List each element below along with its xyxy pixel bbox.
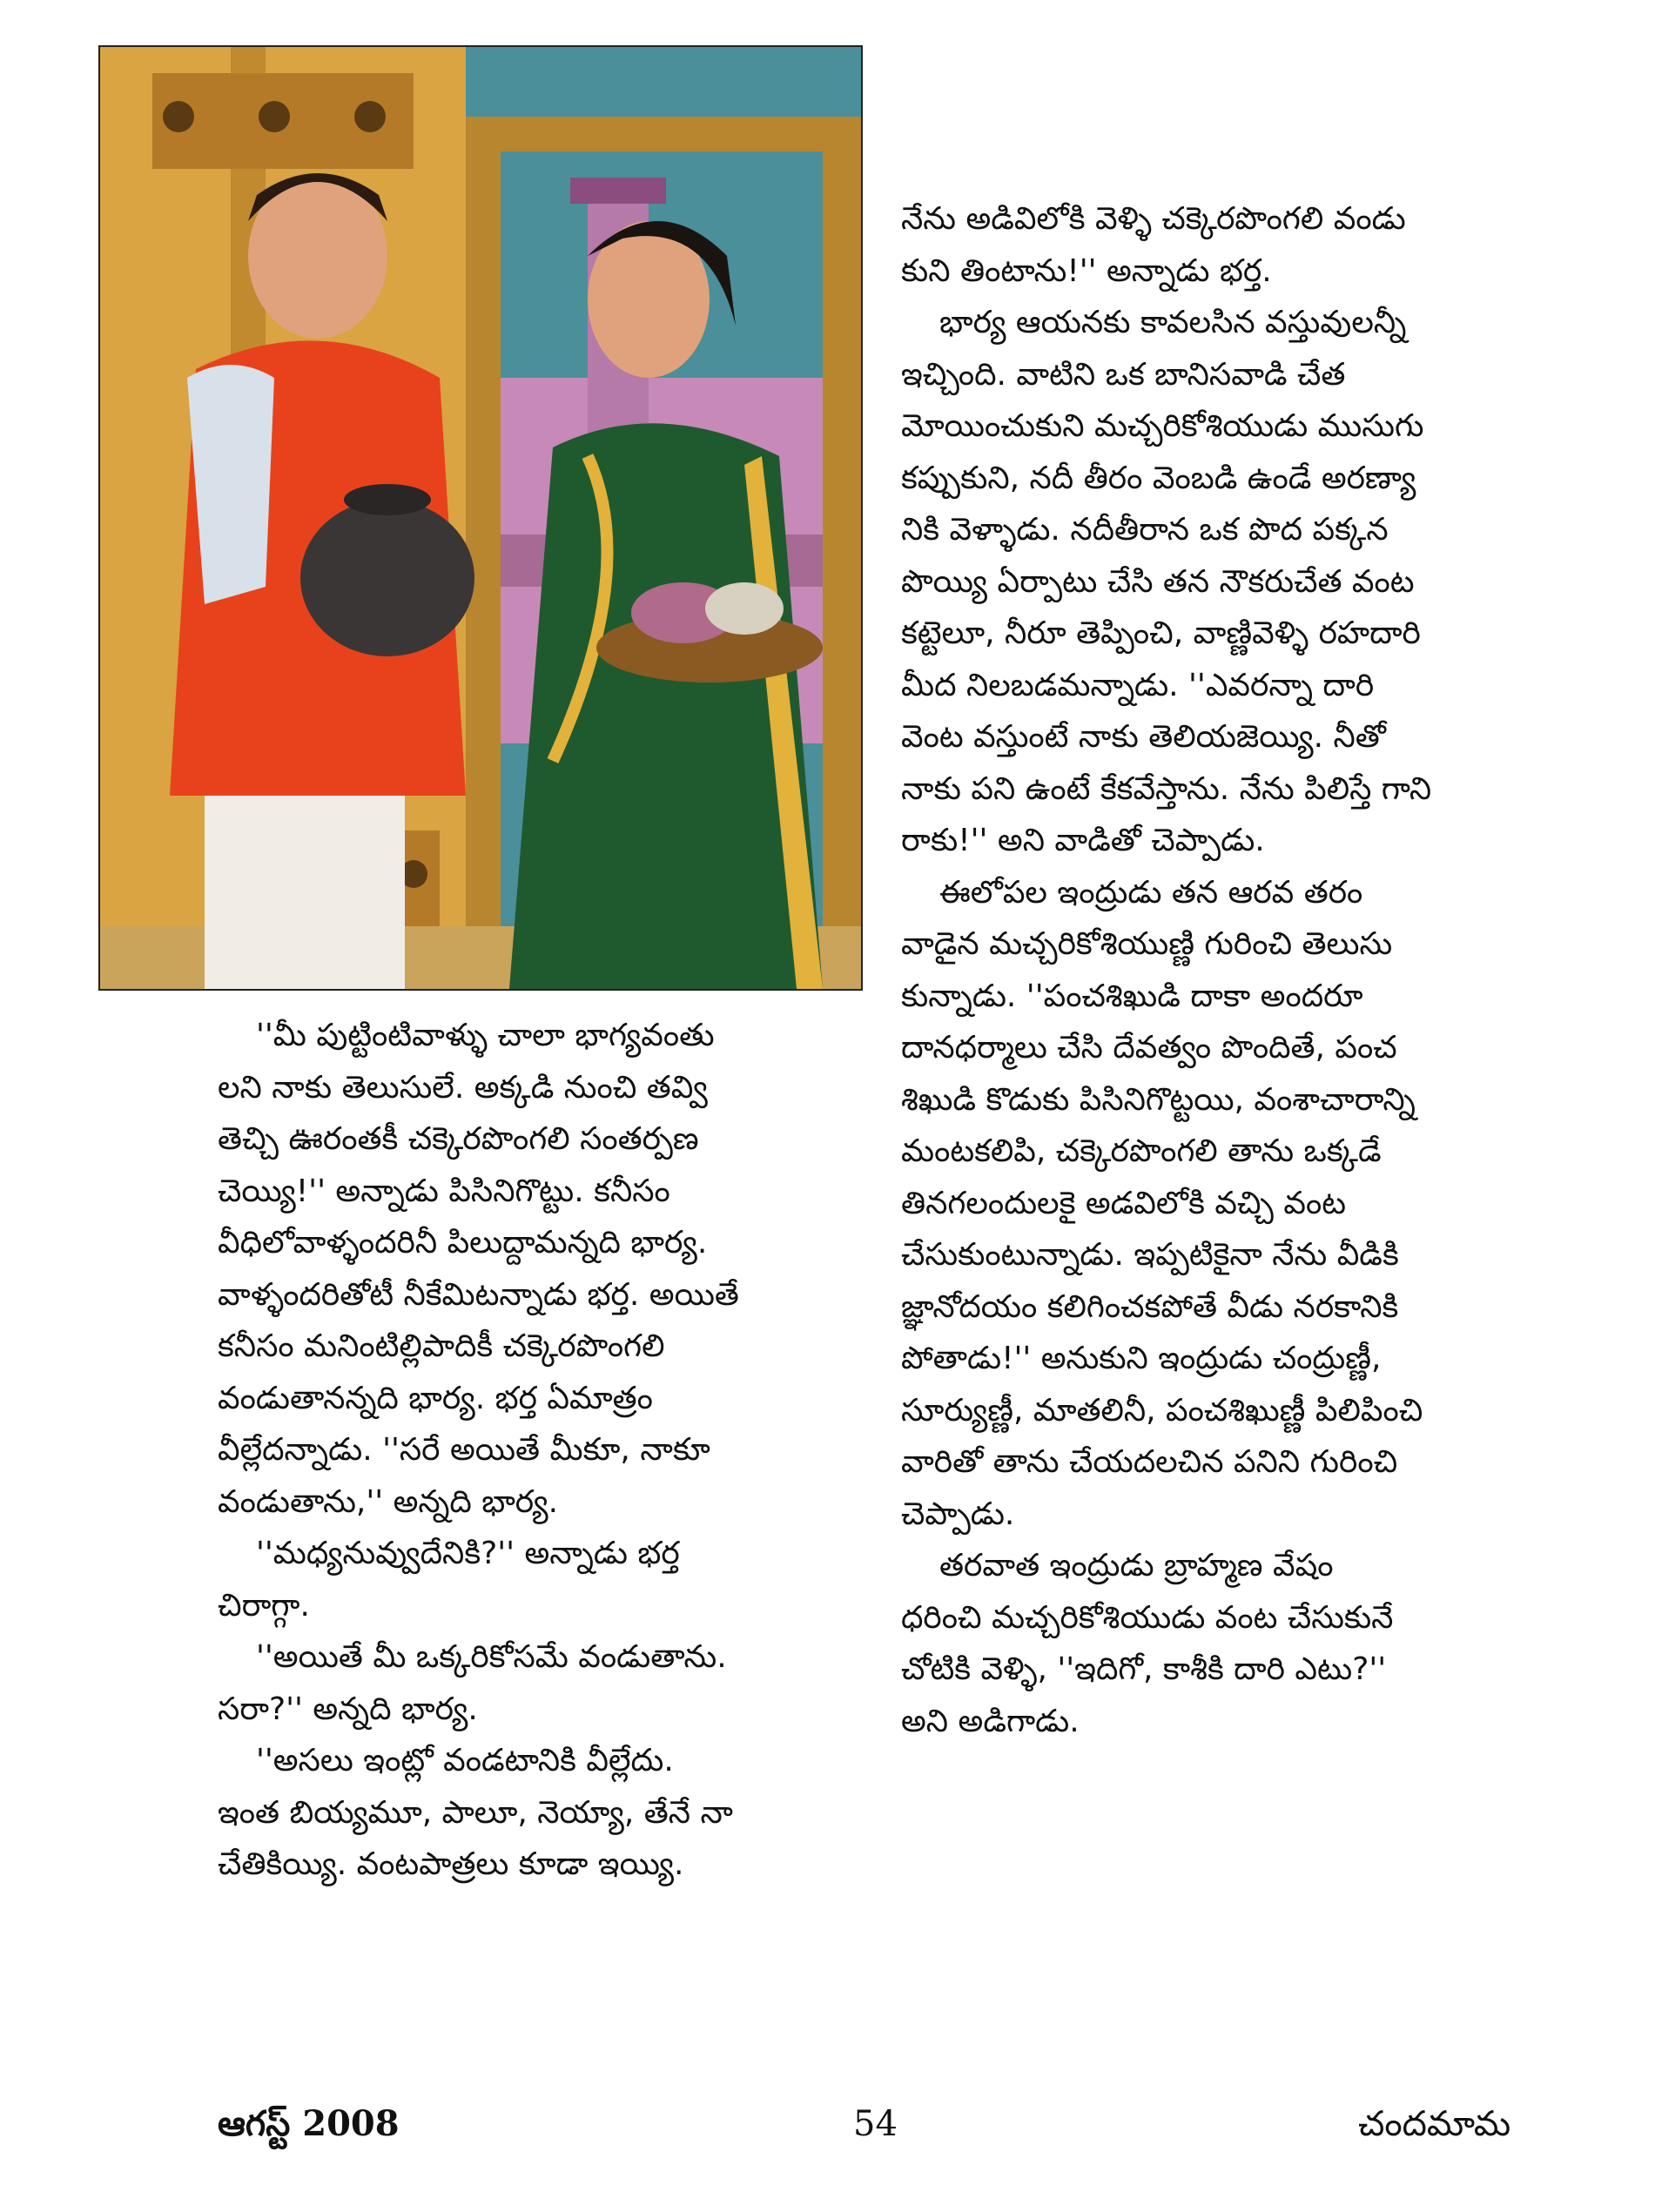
- text-line: తినగలందులకై అడవిలోకి వచ్చి వంట: [901, 1185, 1347, 1221]
- text-line: నేను అడివిలోకి వెళ్ళి చక్కెరపొంగలి వండు: [901, 201, 1406, 237]
- text-line: తెచ్చి ఊరంతకీ చక్కెరపొంగలి సంతర్పణ: [218, 1121, 699, 1157]
- text-line: వీధిలోవాళ్ళందరినీ పిలుద్దామన్నది భార్య.: [218, 1225, 708, 1261]
- text-line: ''మీ పుట్టింటివాళ్ళు చాలా భాగ్యవంతు: [256, 1018, 715, 1053]
- text-line: కుని తింటాను!'' అన్నాడు భర్త.: [901, 252, 1272, 289]
- text-line: మంటకలిపి, చక్కెరపొంగలి తాను ఒక్కడే: [901, 1133, 1382, 1169]
- text-line: ఈలోపల ఇంద్రుడు తన ఆరవ తరం: [939, 874, 1363, 911]
- text-line: వారితో తాను చేయదలచిన పనిని గురించి: [901, 1444, 1398, 1480]
- paragraph: [218, 1735, 862, 1891]
- text-line: దానధర్మాలు చేసి దేవత్వం పొందితే, పంచ: [901, 1030, 1397, 1066]
- paragraph: [218, 1010, 862, 1528]
- text-line: ''అసలు ఇంట్లో వండటానికి వీల్లేదు.: [256, 1743, 674, 1778]
- text-line: భార్య ఆయనకు కావలసిన వస్తువులన్నీ: [939, 305, 1407, 340]
- right-text-column: [901, 193, 1545, 1747]
- text-line: ధరించి మచ్చరికోశియుడు వంట చేసుకునే: [901, 1599, 1394, 1636]
- text-line: మోయించుకుని మచ్చరికోశియుడు ముసుగు: [901, 408, 1424, 444]
- paragraph: [901, 867, 1545, 1541]
- text-line: వీల్లేదన్నాడు. ''సరే అయితే మీకూ, నాకూ: [218, 1432, 710, 1468]
- text-line: సరా?'' అన్నది భార్య.: [218, 1691, 478, 1727]
- text-line: నికి వెళ్ళాడు. నదీతీరాన ఒక పొద పక్కన: [901, 512, 1389, 548]
- paragraph: [218, 1528, 862, 1631]
- paragraph: [901, 193, 1545, 297]
- text-line: చెప్పాడు.: [901, 1496, 1015, 1532]
- footer-magazine-name: చందమామ: [1358, 2104, 1511, 2144]
- text-line: అని అడిగాడు.: [901, 1703, 1080, 1739]
- paragraph: [218, 1631, 862, 1735]
- text-line: చోటికి వెళ్ళి, ''ఇదిగో, కాశీకి దారి ఎటు?'': [901, 1651, 1387, 1687]
- text-line: పొయ్యి ఏర్పాటు చేసి తన నౌకరుచేత వంట: [901, 563, 1415, 600]
- text-line: వాడైన మచ్చరికోశియుణ్ణి గురించి తెలుసు: [901, 926, 1393, 962]
- text-line: మీద నిలబడమన్నాడు. ''ఎవరన్నా దారి: [901, 667, 1375, 703]
- text-line: చెయ్యి!'' అన్నాడు పిసినిగొట్టు. కనీసం: [218, 1173, 670, 1209]
- text-line: వెంట వస్తుంటే నాకు తెలియజెయ్యి. నీతో: [901, 719, 1386, 755]
- left-text-column: [218, 1010, 862, 1891]
- text-line: తరవాత ఇంద్రుడు బ్రాహ్మణ వేషం: [939, 1548, 1334, 1583]
- text-line: కట్టెలూ, నీరూ తెప్పించి, వాణ్ణివెళ్ళి రహదారి: [901, 615, 1421, 651]
- illustration-husband-wife-doorway-icon: [100, 47, 861, 989]
- text-line: వండుతాను,'' అన్నది భార్య.: [218, 1483, 559, 1520]
- text-line: చేతికియ్యి. వంటపాత్రలు కూడా ఇయ్యి.: [218, 1846, 684, 1882]
- text-line: ''అయితే మీ ఒక్కరికోసమే వండుతాను.: [256, 1639, 727, 1675]
- text-line: కప్పుకుని, నదీ తీరం వెంబడి ఉండే అరణ్యా: [901, 460, 1416, 496]
- text-line: చిరాగ్గా.: [218, 1587, 310, 1624]
- text-line: నాకు పని ఉంటే కేకవేస్తాను. నేను పిలిస్తే గాని: [901, 770, 1432, 807]
- text-line: కున్నాడు. ''పంచశిఖుడి దాకా అందరూ: [901, 978, 1363, 1014]
- text-line: కనీసం మనింటిల్లిపాదికీ చక్కెరపొంగలి: [218, 1328, 665, 1364]
- page-number: 54: [853, 2104, 898, 2144]
- text-line: వాళ్ళందరితోటీ నీకేమిటన్నాడు భర్త. అయితే: [218, 1276, 739, 1313]
- text-line: జ్ఞానోదయం కలిగించకపోతే వీడు నరకానికి: [901, 1288, 1399, 1325]
- text-line: ''మధ్యనువ్వుదేనికి?'' అన్నాడు భర్త: [256, 1536, 680, 1571]
- text-line: రాకు!'' అని వాడితో చెప్పాడు.: [901, 823, 1265, 858]
- story-illustration: [98, 45, 863, 991]
- text-line: సూర్యుణ్ణీ, మాతలినీ, పంచశిఖుణ్ణీ పిలిపించి: [901, 1392, 1423, 1429]
- text-line: ఇంత బియ్యమూ, పాలూ, నెయ్యా, తేనే నా: [218, 1794, 733, 1831]
- text-line: పోతాడు!'' అనుకుని ఇంద్రుడు చంద్రుణ్ణీ,: [901, 1341, 1382, 1376]
- text-line: శిఖుడి కొడుకు పిసినిగొట్టయి, వంశాచారాన్ని: [901, 1081, 1416, 1118]
- text-line: లని నాకు తెలుసులే. అక్కడి నుంచి తవ్వి: [218, 1069, 708, 1106]
- text-line: చేసుకుంటున్నాడు. ఇప్పటికైనా నేను వీడికి: [901, 1237, 1399, 1273]
- text-line: వండుతానన్నది భార్య. భర్త ఏమాత్రం: [218, 1380, 653, 1416]
- paragraph: [901, 297, 1545, 867]
- footer-issue-date: ఆగస్ట్ 2008: [218, 2103, 400, 2144]
- text-line: ఇచ్చింది. వాటిని ఒక బానిసవాడి చేత: [901, 356, 1346, 393]
- paragraph: [901, 1540, 1545, 1747]
